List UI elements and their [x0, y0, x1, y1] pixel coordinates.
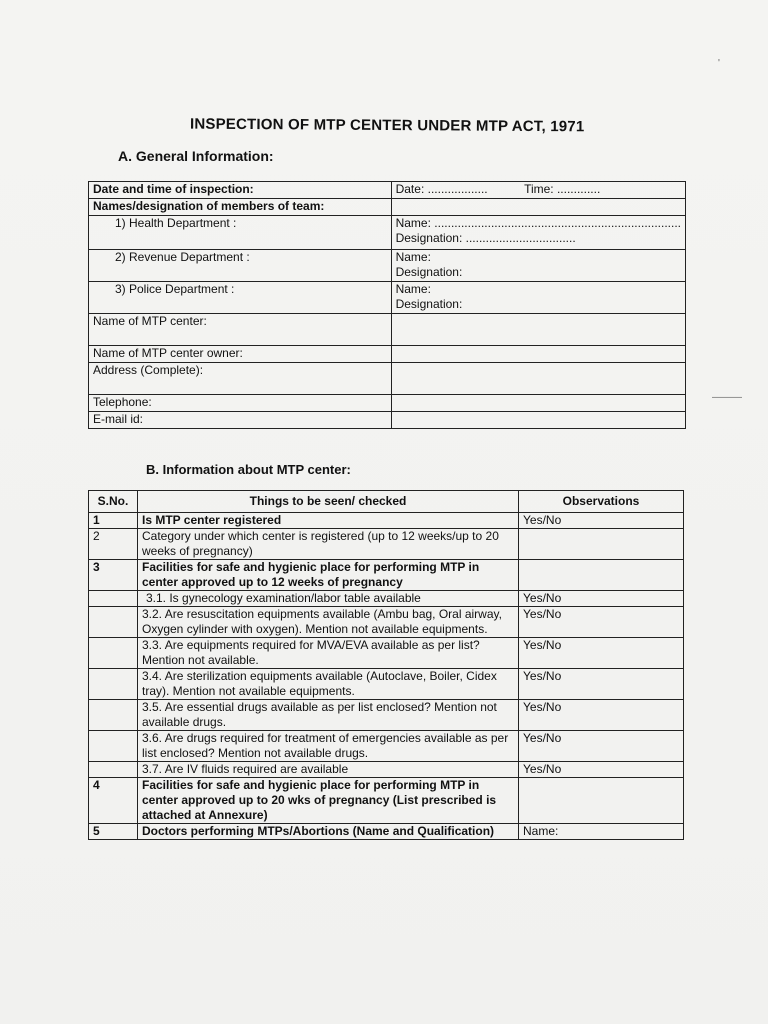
- general-info-row: [89, 282, 686, 314]
- row-label: Date and time of inspection:: [89, 182, 392, 199]
- section-a-heading: A. General Information:: [118, 148, 274, 164]
- row-label: 3) Police Department :: [89, 282, 392, 314]
- page-title: INSPECTION OF MTP CENTER UNDER MTP ACT, 1971: [189, 115, 585, 136]
- row-sno: 3: [89, 560, 138, 591]
- table-row: [89, 529, 684, 560]
- row-label: Telephone:: [89, 395, 392, 412]
- row-observation[interactable]: Yes/No: [519, 513, 684, 529]
- table-row: [89, 700, 684, 731]
- table-header-row: [89, 491, 684, 513]
- table-row: [89, 638, 684, 669]
- header-sno: S.No.: [89, 491, 138, 513]
- scan-speck: ': [718, 58, 720, 69]
- table-row: [89, 591, 684, 607]
- row-value[interactable]: Name: .......................................................................... Designation: .................................: [391, 216, 685, 250]
- row-value[interactable]: [391, 363, 685, 395]
- row-label: Address (Complete):: [89, 363, 392, 395]
- general-info-row: [89, 346, 686, 363]
- general-info-row: [89, 395, 686, 412]
- row-thing: 3.2. Are resuscitation equipments available (Ambu bag, Oral airway, Oxygen cylinder with oxygen). Mention not available equipments.: [138, 607, 519, 638]
- row-thing: 3.6. Are drugs required for treatment of emergencies available as per list enclosed? Mention not available drugs.: [138, 731, 519, 762]
- general-info-row: [89, 412, 686, 429]
- general-info-row: [89, 199, 686, 216]
- table-row: [89, 560, 684, 591]
- scan-dash: ———: [712, 392, 742, 403]
- row-observation[interactable]: Yes/No: [519, 731, 684, 762]
- row-value[interactable]: [391, 314, 685, 346]
- table-row: [89, 513, 684, 529]
- table-row: [89, 778, 684, 824]
- row-observation[interactable]: Name:: [519, 824, 684, 840]
- header-things: Things to be seen/ checked: [138, 491, 519, 513]
- general-info-table: [88, 181, 686, 429]
- row-label: Name of MTP center:: [89, 314, 392, 346]
- row-sno: [89, 591, 138, 607]
- row-thing: 3.5. Are essential drugs available as per list enclosed? Mention not available drugs.: [138, 700, 519, 731]
- row-observation[interactable]: Yes/No: [519, 591, 684, 607]
- row-sno: 2: [89, 529, 138, 560]
- row-value[interactable]: [391, 346, 685, 363]
- row-sno: 4: [89, 778, 138, 824]
- row-thing: Facilities for safe and hygienic place for performing MTP in center approved up to 20 wks of pregnancy (List prescribed is attached at Annexure): [138, 778, 519, 824]
- row-observation[interactable]: [519, 778, 684, 824]
- row-thing: Is MTP center registered: [138, 513, 519, 529]
- row-sno: [89, 731, 138, 762]
- row-thing: Category under which center is registered (up to 12 weeks/up to 20 weeks of pregnancy): [138, 529, 519, 560]
- table-row: [89, 762, 684, 778]
- row-value[interactable]: [391, 412, 685, 429]
- row-thing: 3.3. Are equipments required for MVA/EVA available as per list? Mention not available.: [138, 638, 519, 669]
- row-thing: Doctors performing MTPs/Abortions (Name and Qualification): [138, 824, 519, 840]
- row-value[interactable]: Name: Designation:: [391, 282, 685, 314]
- mtp-info-table: [88, 490, 684, 840]
- row-sno: [89, 762, 138, 778]
- general-info-row: [89, 250, 686, 282]
- row-thing: 3.4. Are sterilization equipments available (Autoclave, Boiler, Cidex tray). Mention not available equipments.: [138, 669, 519, 700]
- row-label: Names/designation of members of team:: [89, 199, 392, 216]
- row-thing: 3.1. Is gynecology examination/labor table available: [138, 591, 519, 607]
- row-observation[interactable]: [519, 560, 684, 591]
- row-label: Name of MTP center owner:: [89, 346, 392, 363]
- row-value[interactable]: [391, 395, 685, 412]
- row-sno: 5: [89, 824, 138, 840]
- row-observation[interactable]: Yes/No: [519, 638, 684, 669]
- row-observation[interactable]: Yes/No: [519, 700, 684, 731]
- table-row: [89, 731, 684, 762]
- row-sno: [89, 669, 138, 700]
- row-observation[interactable]: Yes/No: [519, 669, 684, 700]
- row-sno: [89, 700, 138, 731]
- row-label: 2) Revenue Department :: [89, 250, 392, 282]
- table-row: [89, 607, 684, 638]
- row-sno: 1: [89, 513, 138, 529]
- table-row: [89, 824, 684, 840]
- row-label: 1) Health Department :: [89, 216, 392, 250]
- row-thing: Facilities for safe and hygienic place for performing MTP in center approved up to 12 weeks of pregnancy: [138, 560, 519, 591]
- row-observation[interactable]: Yes/No: [519, 762, 684, 778]
- general-info-row: [89, 363, 686, 395]
- general-info-row: [89, 314, 686, 346]
- row-observation[interactable]: Yes/No: [519, 607, 684, 638]
- general-info-row: [89, 216, 686, 250]
- table-row: [89, 669, 684, 700]
- section-b-heading: B. Information about MTP center:: [146, 462, 351, 477]
- row-thing: 3.7. Are IV fluids required are available: [138, 762, 519, 778]
- row-label: E-mail id:: [89, 412, 392, 429]
- general-info-row: [89, 182, 686, 199]
- row-sno: [89, 638, 138, 669]
- row-value[interactable]: [391, 199, 685, 216]
- header-observations: Observations: [519, 491, 684, 513]
- row-sno: [89, 607, 138, 638]
- row-value[interactable]: Date: .................. Time: .............: [391, 182, 685, 199]
- row-observation[interactable]: [519, 529, 684, 560]
- row-value[interactable]: Name: Designation:: [391, 250, 685, 282]
